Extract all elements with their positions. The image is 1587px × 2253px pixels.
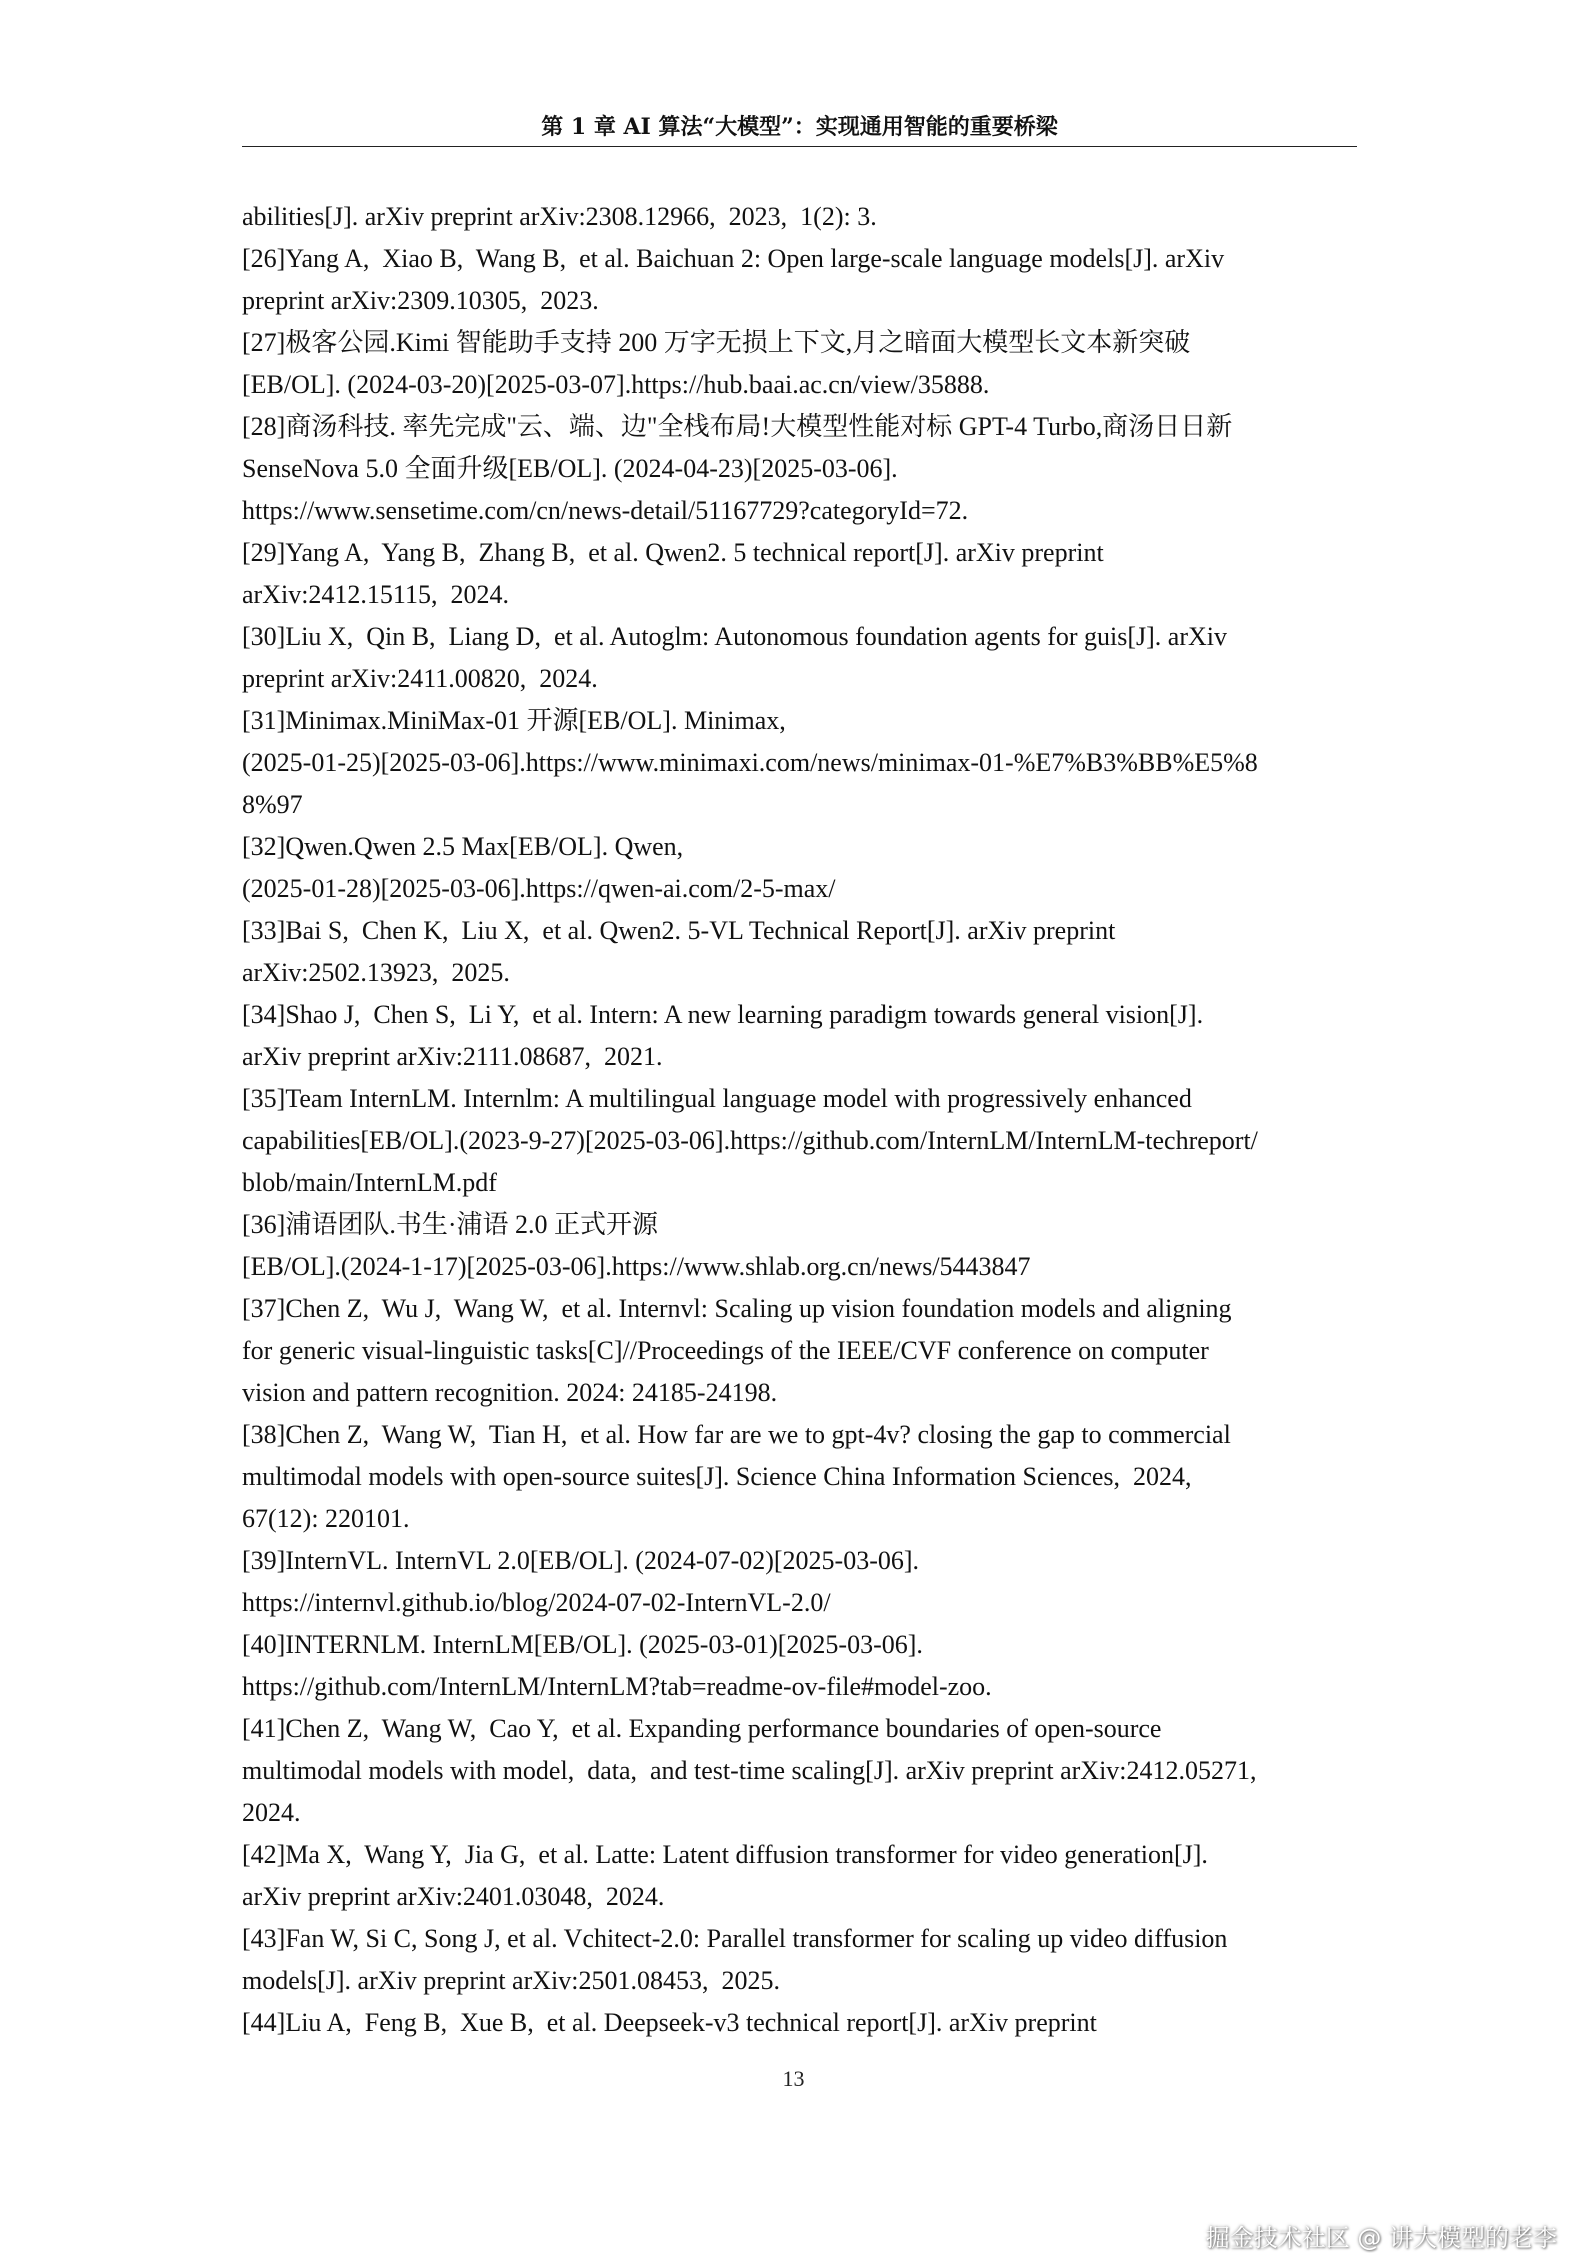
reference-line: [42]Ma X, Wang Y, Jia G, et al. Latte: Latent diffusion transformer for video generation[J]. <box>242 1840 1208 1869</box>
reference-line: [32]Qwen.Qwen 2.5 Max[EB/OL]. Qwen, <box>242 832 684 861</box>
reference-line: 2024. <box>242 1798 301 1827</box>
reference-line: [35]Team InternLM. Internlm: A multilingual language model with progressively enhanced <box>242 1084 1192 1113</box>
reference-line: preprint arXiv:2411.00820, 2024. <box>242 664 598 693</box>
reference-line: [26]Yang A, Xiao B, Wang B, et al. Baichuan 2: Open large-scale language models[J]. arXiv <box>242 244 1225 273</box>
running-header: 第 1 章 AI 算法“大模型”：实现通用智能的重要桥梁 <box>541 114 1058 140</box>
header-divider <box>242 146 1357 147</box>
reference-line: [30]Liu X, Qin B, Liang D, et al. Autoglm: Autonomous foundation agents for guis[J]. arXiv <box>242 622 1227 651</box>
reference-line: multimodal models with model, data, and test-time scaling[J]. arXiv preprint arXiv:2412.05271, <box>242 1756 1257 1785</box>
reference-line: [39]InternVL. InternVL 2.0[EB/OL]. (2024-07-02)[2025-03-06]. <box>242 1546 920 1575</box>
reference-line: [34]Shao J, Chen S, Li Y, et al. Intern: A new learning paradigm towards general vision[J]. <box>242 1000 1204 1029</box>
reference-line: arXiv:2412.15115, 2024. <box>242 580 509 609</box>
reference-line: [29]Yang A, Yang B, Zhang B, et al. Qwen2. 5 technical report[J]. arXiv preprint <box>242 538 1104 567</box>
reference-line: [40]INTERNLM. InternLM[EB/OL]. (2025-03-01)[2025-03-06]. <box>242 1630 923 1659</box>
reference-line: [27]极客公园.Kimi 智能助手支持 200 万字无损上下文,月之暗面大模型长文本新突破 <box>242 328 1191 357</box>
reference-line: [33]Bai S, Chen K, Liu X, et al. Qwen2. 5-VL Technical Report[J]. arXiv preprint <box>242 916 1116 945</box>
reference-line: [31]Minimax.MiniMax-01 开源[EB/OL]. Minimax, <box>242 706 786 735</box>
reference-line: [38]Chen Z, Wang W, Tian H, et al. How far are we to gpt-4v? closing the gap to commercial <box>242 1420 1231 1449</box>
reference-line: [36]浦语团队.书生·浦语 2.0 正式开源 <box>242 1210 658 1239</box>
page-number: 13 <box>782 2066 805 2091</box>
reference-line: 8%97 <box>242 790 303 819</box>
reference-line: models[J]. arXiv preprint arXiv:2501.08453, 2025. <box>242 1966 780 1995</box>
watermark: 掘金技术社区 @ 讲大模型的老李 <box>1205 2224 1557 2252</box>
reference-line: https://internvl.github.io/blog/2024-07-02-InternVL-2.0/ <box>242 1588 831 1617</box>
reference-line: (2025-01-28)[2025-03-06].https://qwen-ai.com/2-5-max/ <box>242 874 836 903</box>
reference-line: [EB/OL].(2024-1-17)[2025-03-06].https://www.shlab.org.cn/news/5443847 <box>242 1252 1031 1281</box>
reference-line: https://www.sensetime.com/cn/news-detail/51167729?categoryId=72. <box>242 496 969 525</box>
reference-line: [EB/OL]. (2024-03-20)[2025-03-07].https://hub.baai.ac.cn/view/35888. <box>242 370 990 399</box>
reference-line: for generic visual-linguistic tasks[C]//Proceedings of the IEEE/CVF conference on computer <box>242 1336 1209 1365</box>
reference-line: arXiv preprint arXiv:2401.03048, 2024. <box>242 1882 665 1911</box>
reference-list <box>242 196 1372 2044</box>
reference-line: 67(12): 220101. <box>242 1504 410 1533</box>
reference-line: capabilities[EB/OL].(2023-9-27)[2025-03-06].https://github.com/InternLM/InternLM-techreport/ <box>242 1126 1258 1155</box>
reference-line: multimodal models with open-source suites[J]. Science China Information Sciences, 2024, <box>242 1462 1192 1491</box>
reference-line: arXiv preprint arXiv:2111.08687, 2021. <box>242 1042 663 1071</box>
reference-line: [44]Liu A, Feng B, Xue B, et al. Deepseek-v3 technical report[J]. arXiv preprint <box>242 2008 1097 2037</box>
reference-line: arXiv:2502.13923, 2025. <box>242 958 510 987</box>
reference-line: https://github.com/InternLM/InternLM?tab=readme-ov-file#model-zoo. <box>242 1672 992 1701</box>
reference-line: [37]Chen Z, Wu J, Wang W, et al. Internvl: Scaling up vision foundation models and aligning <box>242 1294 1232 1323</box>
reference-line: [41]Chen Z, Wang W, Cao Y, et al. Expanding performance boundaries of open-source <box>242 1714 1162 1743</box>
reference-line: vision and pattern recognition. 2024: 24185-24198. <box>242 1378 778 1407</box>
reference-line: [43]Fan W, Si C, Song J, et al. Vchitect-2.0: Parallel transformer for scaling up video diffusion <box>242 1924 1228 1953</box>
reference-line: (2025-01-25)[2025-03-06].https://www.minimaxi.com/news/minimax-01-%E7%B3%BB%E5%8 <box>242 748 1258 777</box>
reference-line: [28]商汤科技. 率先完成"云、端、边"全栈布局!大模型性能对标 GPT-4 Turbo,商汤日日新 <box>242 412 1233 441</box>
reference-line: abilities[J]. arXiv preprint arXiv:2308.12966, 2023, 1(2): 3. <box>242 202 877 231</box>
reference-line: preprint arXiv:2309.10305, 2023. <box>242 286 599 315</box>
reference-line: blob/main/InternLM.pdf <box>242 1168 497 1197</box>
reference-line: SenseNova 5.0 全面升级[EB/OL]. (2024-04-23)[2025-03-06]. <box>242 454 898 483</box>
